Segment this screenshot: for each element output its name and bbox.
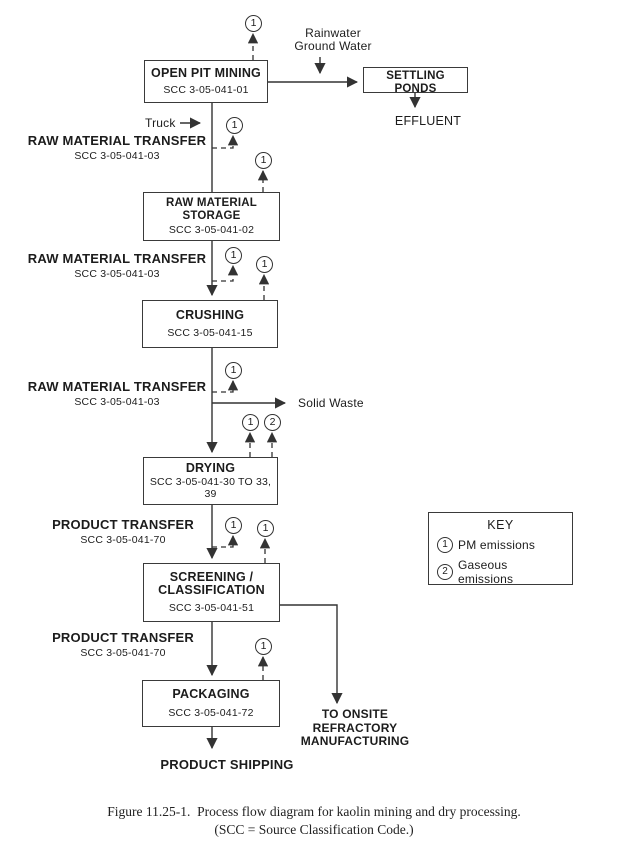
emission-transfer-4 <box>212 536 233 547</box>
figure-caption-line2: (SCC = Source Classification Code.) <box>214 822 414 837</box>
label-solid-waste: Solid Waste <box>298 396 364 410</box>
transfer-title: RAW MATERIAL TRANSFER <box>27 379 207 394</box>
node-title: OPEN PIT MINING <box>151 66 261 80</box>
label-product-transfer-1 <box>33 517 213 546</box>
transfer-scc: SCC 3-05-041-70 <box>80 534 166 546</box>
label-product-shipping: PRODUCT SHIPPING <box>160 757 294 772</box>
node-title-line2: CLASSIFICATION <box>158 583 265 597</box>
node-title: SETTLING PONDS <box>386 70 445 95</box>
transfer-scc: SCC 3-05-041-70 <box>80 647 166 659</box>
label-rainwater-groundwater <box>283 27 383 53</box>
legend-symbol-pm: 1 <box>437 537 453 553</box>
node-scc: SCC 3-05-041-02 <box>168 224 255 237</box>
label-to-onsite-line2: REFRACTORY <box>312 720 398 735</box>
emission-mark-pm: 1 <box>255 152 272 169</box>
label-product-transfer-2 <box>33 630 213 659</box>
line-screening-to-refractory <box>280 605 337 703</box>
emission-mark-pm: 1 <box>225 517 242 534</box>
label-to-onsite-refractory <box>294 708 416 749</box>
node-crushing <box>142 300 278 348</box>
node-scc: SCC 3-05-041-72 <box>168 706 254 719</box>
label-rainwater: Rainwater <box>305 26 361 40</box>
node-title: CRUSHING <box>175 307 245 322</box>
legend-symbol-gaseous: 2 <box>437 564 453 580</box>
emission-transfer-1 <box>212 136 233 148</box>
label-raw-material-transfer-1 <box>27 133 207 162</box>
transfer-title: PRODUCT TRANSFER <box>52 517 194 532</box>
transfer-scc: SCC 3-05-041-03 <box>74 396 160 408</box>
emission-mark-pm: 1 <box>225 247 242 264</box>
node-title: PACKAGING <box>172 687 250 702</box>
emission-mark-pm: 1 <box>257 520 274 537</box>
node-open-pit-mining <box>144 60 268 103</box>
legend-key <box>428 512 573 585</box>
legend-item-gaseous <box>437 558 564 586</box>
emission-mark-pm: 1 <box>245 15 262 32</box>
transfer-title: RAW MATERIAL TRANSFER <box>27 133 207 148</box>
transfer-scc: SCC 3-05-041-03 <box>74 268 160 280</box>
node-raw-material-storage <box>143 192 280 241</box>
transfer-title: PRODUCT TRANSFER <box>52 630 194 645</box>
emission-mark-pm: 1 <box>225 362 242 379</box>
legend-item-pm <box>437 537 564 553</box>
label-effluent: EFFLUENT <box>394 114 462 128</box>
legend-label-pm: PM emissions <box>458 538 536 552</box>
figure-caption-line1: Figure 11.25-1. Process flow diagram for kaolin mining and dry processing. <box>107 804 521 819</box>
emission-transfer-2 <box>212 266 233 281</box>
node-title: DRYING <box>185 460 236 475</box>
node-scc: SCC 3-05-041-30 TO 33, 39 <box>149 476 272 501</box>
node-scc: SCC 3-05-041-15 <box>167 327 253 340</box>
node-scc: SCC 3-05-041-51 <box>168 602 255 614</box>
node-title: RAW MATERIAL STORAGE <box>166 196 257 222</box>
label-raw-material-transfer-3 <box>27 379 207 408</box>
node-title <box>158 571 265 597</box>
node-drying <box>143 457 278 505</box>
label-ground-water: Ground Water <box>294 39 372 53</box>
emission-mark-gaseous: 2 <box>264 414 281 431</box>
emission-mark-pm: 1 <box>226 117 243 134</box>
transfer-scc: SCC 3-05-041-03 <box>74 150 160 162</box>
label-to-onsite-line3: MANUFACTURING <box>300 734 410 748</box>
transfer-title: RAW MATERIAL TRANSFER <box>27 251 207 266</box>
node-title-line1: SCREENING / <box>169 570 254 584</box>
emission-mark-pm: 1 <box>256 256 273 273</box>
legend-label-gaseous: Gaseous emissions <box>458 558 514 586</box>
label-to-onsite-line1: TO ONSITE <box>321 707 389 721</box>
legend-title: KEY <box>487 518 514 532</box>
node-screening-classification <box>143 563 280 622</box>
emission-transfer-3 <box>212 381 233 392</box>
node-scc: SCC 3-05-041-01 <box>163 84 249 96</box>
label-raw-material-transfer-2 <box>27 251 207 280</box>
label-truck: Truck <box>145 116 176 130</box>
emission-mark-pm: 1 <box>255 638 272 655</box>
node-settling-ponds <box>363 67 468 93</box>
node-packaging <box>142 680 280 727</box>
emission-mark-pm: 1 <box>242 414 259 431</box>
